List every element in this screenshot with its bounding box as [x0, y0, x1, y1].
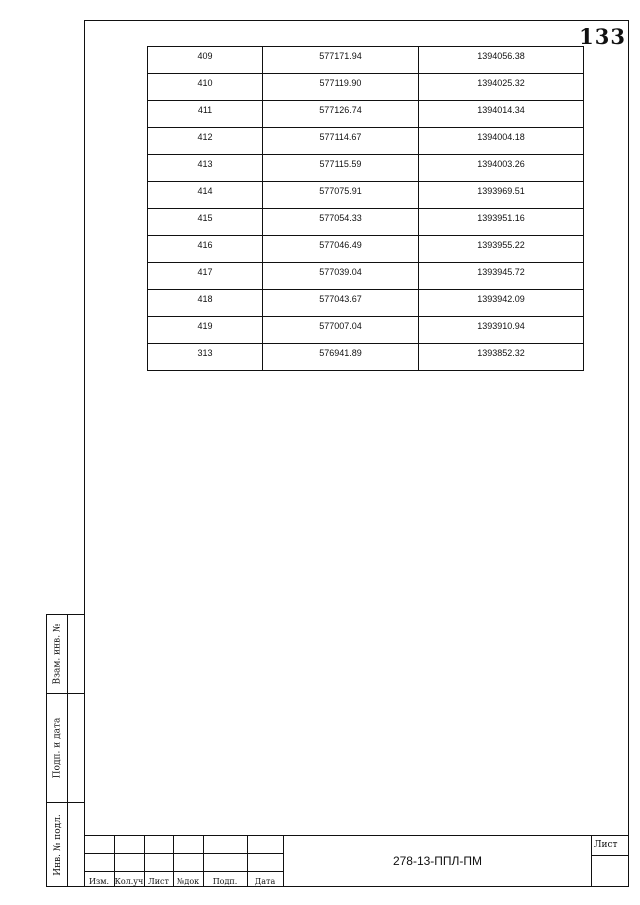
point-number-cell: 417 — [148, 263, 263, 290]
x-coordinate-cell: 577007.04 — [263, 317, 419, 344]
inv-podl-label: Инв. № подл. — [52, 814, 63, 876]
podp-data-label: Подп. и дата — [52, 717, 63, 779]
vzam-inv-label: Взам. инв. № — [52, 623, 63, 685]
x-coordinate-cell: 577043.67 — [263, 290, 419, 317]
table-row — [148, 236, 584, 263]
point-number-cell: 409 — [148, 47, 263, 74]
table-row — [148, 101, 584, 128]
title-block — [84, 835, 629, 887]
table-row — [148, 155, 584, 182]
x-coordinate-cell: 577119.90 — [263, 74, 419, 101]
y-coordinate-cell: 1394025.32 — [419, 74, 584, 101]
y-coordinate-cell: 1393852.32 — [419, 344, 584, 371]
point-number-cell: 412 — [148, 128, 263, 155]
stamp-header-data: Дата — [254, 877, 276, 886]
page-number: 133 — [579, 24, 626, 49]
stamp-line — [591, 836, 592, 887]
stamp-header-list: Лист — [148, 877, 169, 886]
y-coordinate-cell: 1394003.26 — [419, 155, 584, 182]
table-row — [148, 74, 584, 101]
document-code: 278-13-ППЛ-ПМ — [392, 854, 483, 868]
y-coordinate-cell: 1393945.72 — [419, 263, 584, 290]
point-number-cell: 313 — [148, 344, 263, 371]
point-number-cell: 418 — [148, 290, 263, 317]
x-coordinate-cell: 577075.91 — [263, 182, 419, 209]
approval-side-strip — [46, 614, 84, 887]
stamp-line — [84, 871, 283, 872]
x-coordinate-cell: 577054.33 — [263, 209, 419, 236]
y-coordinate-cell: 1394056.38 — [419, 47, 584, 74]
x-coordinate-cell: 577046.49 — [263, 236, 419, 263]
table-row — [148, 263, 584, 290]
y-coordinate-cell: 1393969.51 — [419, 182, 584, 209]
x-coordinate-cell: 577114.67 — [263, 128, 419, 155]
table-row — [148, 209, 584, 236]
table-row — [148, 290, 584, 317]
y-coordinate-cell: 1393942.09 — [419, 290, 584, 317]
table-row — [148, 317, 584, 344]
x-coordinate-cell: 577039.04 — [263, 263, 419, 290]
table-row — [148, 128, 584, 155]
y-coordinate-cell: 1394004.18 — [419, 128, 584, 155]
y-coordinate-cell: 1393910.94 — [419, 317, 584, 344]
point-number-cell: 416 — [148, 236, 263, 263]
stamp-header-izm: Изм. — [88, 877, 110, 886]
table-row — [148, 344, 584, 371]
point-number-cell: 415 — [148, 209, 263, 236]
point-number-cell: 410 — [148, 74, 263, 101]
side-strip-divider — [67, 615, 68, 886]
table-row — [148, 47, 584, 74]
coordinates-table — [147, 46, 584, 371]
point-number-cell: 413 — [148, 155, 263, 182]
point-number-cell: 411 — [148, 101, 263, 128]
x-coordinate-cell: 577115.59 — [263, 155, 419, 182]
stamp-header-podp: Подп. — [212, 877, 238, 886]
y-coordinate-cell: 1393951.16 — [419, 209, 584, 236]
stamp-line — [84, 853, 283, 854]
x-coordinate-cell: 576941.89 — [263, 344, 419, 371]
stamp-line — [591, 855, 629, 856]
y-coordinate-cell: 1394014.34 — [419, 101, 584, 128]
stamp-header-ndok: №док — [176, 877, 200, 886]
point-number-cell: 414 — [148, 182, 263, 209]
x-coordinate-cell: 577171.94 — [263, 47, 419, 74]
sheet-label: Лист — [594, 840, 618, 850]
stamp-header-kol-uch: Кол.уч — [114, 877, 144, 886]
x-coordinate-cell: 577126.74 — [263, 101, 419, 128]
y-coordinate-cell: 1393955.22 — [419, 236, 584, 263]
table-row — [148, 182, 584, 209]
point-number-cell: 419 — [148, 317, 263, 344]
